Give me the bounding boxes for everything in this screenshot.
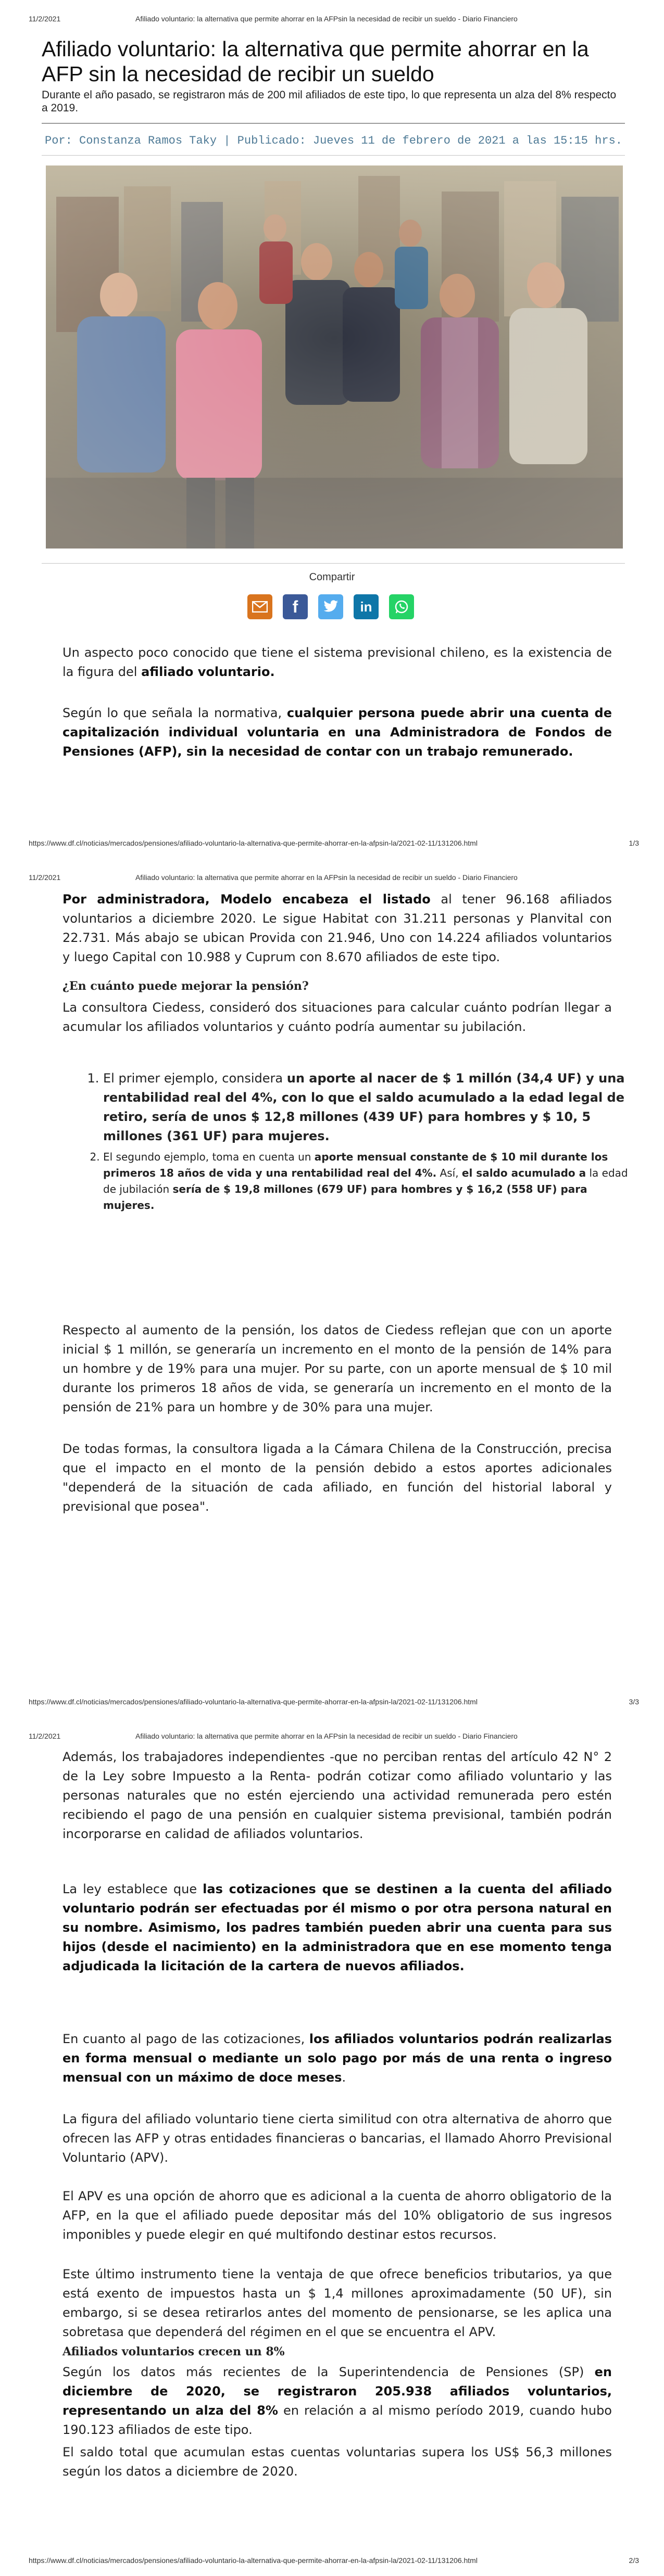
print-title: Afiliado voluntario: la alternativa que permite ahorrar en la AFPsin la necesidad de recibir un sueldo - Diario Financiero bbox=[135, 873, 518, 882]
page-number: 2/3 bbox=[629, 2556, 639, 2565]
print-date: 11/2/2021 bbox=[29, 1732, 61, 1740]
print-url: https://www.df.cl/noticias/mercados/pensiones/afiliado-voluntario-la-alternativa-que-permite-ahorrar-en-la-afpsin-la/2021-02-11/131206.html bbox=[29, 839, 478, 847]
print-url: https://www.df.cl/noticias/mercados/pensiones/afiliado-voluntario-la-alternativa-que-permite-ahorrar-en-la-afpsin-la/2021-02-11/131206.html bbox=[29, 1698, 478, 1706]
divider bbox=[42, 123, 625, 124]
print-url: https://www.df.cl/noticias/mercados/pensiones/afiliado-voluntario-la-alternativa-que-permite-ahorrar-en-la-afpsin-la/2021-02-11/131206.html bbox=[29, 2556, 478, 2565]
byline: Por: Constanza Ramos Taky | Publicado: Jueves 11 de febrero de 2021 a las 15:15 hrs. bbox=[45, 134, 622, 147]
paragraph: Según los datos más recientes de la Superintendencia de Pensiones (SP) en diciembre de 2020, se registraron 205.938 afiliados voluntarios, representando un alza del 8% en relación a al mismo período 2019, cuando hubo 190.123 afiliados de este tipo. bbox=[62, 2365, 612, 2437]
paragraph: Según lo que señala la normativa, cualquier persona puede abrir una cuenta de capitalización individual voluntaria en una Administradora de Fondos de Pensiones (AFP), sin la necesidad de contar con un trabajo remunerado. bbox=[62, 706, 612, 759]
email-icon[interactable] bbox=[247, 594, 272, 619]
article-photo bbox=[46, 165, 623, 549]
paragraph: La ley establece que las cotizaciones que se destinen a la cuenta del afiliado voluntario podrán ser efectuadas por él mismo o por otra persona natural en su nombre. Asimismo, los padres también pueden abrir una cuenta para sus hijos (desde el nacimiento) en la administradora que en ese momento tenga adjudicada la licitación de la cartera de nuevos afiliados. bbox=[62, 1882, 612, 1973]
crowd-photo-illustration bbox=[46, 165, 623, 549]
print-title: Afiliado voluntario: la alternativa que permite ahorrar en la AFPsin la necesidad de recibir un sueldo - Diario Financiero bbox=[135, 1732, 518, 1740]
paragraph: En cuanto al pago de las cotizaciones, los afiliados voluntarios podrán realizarlas en forma mensual o mediante un solo pago por más de una renta o ingreso mensual con un máximo de doce meses. bbox=[62, 2032, 612, 2085]
article-dek: Durante el año pasado, se registraron más de 200 mil afiliados de este tipo, lo que representa un alza del 8% respecto a 2019. bbox=[42, 89, 617, 114]
byline-published: Publicado: Jueves 11 de febrero de 2021 a las 15:15 hrs. bbox=[237, 134, 622, 147]
paragraph: Además, los trabajadores independientes -que no perciban rentas del artículo 42 N° 2 de la Ley sobre Impuesto a la Renta- podrán cotizar como afiliado voluntario y las personas naturales que no estén ejerciendo una actividad remunerada pero estén recibiendo el pago de una pensión en cualquier sistema previsional, también podrán incorporarse en calidad de afiliados voluntarios. bbox=[62, 1750, 612, 1841]
print-date: 11/2/2021 bbox=[29, 873, 61, 882]
subheading: Afiliados voluntarios crecen un 8% bbox=[62, 2345, 285, 2358]
linkedin-icon[interactable]: in bbox=[354, 594, 379, 619]
print-date: 11/2/2021 bbox=[29, 15, 61, 23]
subheading: ¿En cuánto puede mejorar la pensión? bbox=[62, 979, 309, 993]
byline-author[interactable]: Constanza Ramos Taky bbox=[79, 134, 217, 147]
examples-list bbox=[83, 1069, 629, 1217]
pdf-page-2 bbox=[0, 859, 664, 1717]
paragraph: Respecto al aumento de la pensión, los datos de Ciedess reflejan que con un aporte inicial $ 1 millón, se generaría un incremento en el monto de la pensión de 14% para un hombre y de 19% para una mujer. Por su parte, con un aporte mensual de $ 10 mil durante los primeros 18 años de vida, se generaría un incremento en el monto de la pensión de 21% para un hombre y de 30% para una mujer. bbox=[62, 1323, 612, 1414]
facebook-icon[interactable]: f bbox=[283, 594, 308, 619]
list-item: 2. El segundo ejemplo, toma en cuenta un aporte mensual constante de $ 10 mil durante los primeros 18 años de vida y una rentabilidad real del 4%. Así, el saldo acumulado a la edad de jubilación sería de $ 19,8 millones (679 UF) para hombres y $ 16,2 (558 UF) para mujeres. bbox=[103, 1149, 629, 1214]
pdf-page-1 bbox=[0, 0, 664, 859]
whatsapp-icon[interactable] bbox=[389, 594, 414, 619]
paragraph: El saldo total que acumulan estas cuentas voluntarias supera los US$ 56,3 millones según los datos a diciembre de 2020. bbox=[62, 2445, 612, 2479]
paragraph: La figura del afiliado voluntario tiene cierta similitud con otra alternativa de ahorro que ofrecen las AFP y otras entidades financieras o bancarias, el llamado Ahorro Previsional Voluntario (APV). bbox=[62, 2112, 612, 2165]
page-number: 3/3 bbox=[629, 1698, 639, 1706]
paragraph: Por administradora, Modelo encabeza el listado al tener 96.168 afiliados voluntarios a diciembre 2020. Le sigue Habitat con 31.211 personas y Planvital con 22.731. Más abajo se ubican Provida con 21.946, Uno con 14.224 afiliados voluntarios y luego Capital con 10.988 y Cuprum con 8.670 afiliados de este tipo. bbox=[62, 892, 612, 964]
print-title: Afiliado voluntario: la alternativa que permite ahorrar en la AFPsin la necesidad de recibir un sueldo - Diario Financiero bbox=[135, 15, 518, 23]
paragraph: El APV es una opción de ahorro que es adicional a la cuenta de ahorro obligatorio de la AFP, en la que el afiliado puede depositar más del 10% obligatorio de sus ingresos imponibles y puede elegir en qué multifondo destinar estos recursos. bbox=[62, 2189, 612, 2242]
divider bbox=[42, 563, 625, 564]
list-item: 1. El primer ejemplo, considera un aporte al nacer de $ 1 millón (34,4 UF) y una rentabilidad real del 4%, con lo que el saldo acumulado a la edad legal de retiro, sería de unos $ 12,8 millones (439 UF) para hombres y $ 10, 5 millones (361 UF) para mujeres. bbox=[103, 1069, 629, 1146]
page-number: 1/3 bbox=[629, 839, 639, 847]
paragraph: Un aspecto poco conocido que tiene el sistema previsional chileno, es la existencia de la figura del afiliado voluntario. bbox=[62, 645, 612, 679]
paragraph: Este último instrumento tiene la ventaja de que ofrece beneficios tributarios, ya que está exento de impuestos hasta un $ 1,4 millones aproximadamente (50 UF), sin embargo, si se desea retirarlos antes del momento de pensionarse, se les aplica una sobretasa que dependerá del régimen en el que se encuentra el APV. bbox=[62, 2267, 612, 2339]
twitter-icon[interactable] bbox=[318, 594, 343, 619]
divider bbox=[42, 155, 625, 156]
paragraph: La consultora Ciedess, consideró dos situaciones para calcular cuánto podrían llegar a acumular los afiliados voluntarios y cuánto podría aumentar su jubilación. bbox=[62, 1000, 612, 1034]
paragraph: De todas formas, la consultora ligada a la Cámara Chilena de la Construcción, precisa que el impacto en el monto de la pensión debido a estos aportes adicionales "dependerá de la situación de cada afiliado, en función del historial laboral y previsional que posea". bbox=[62, 1442, 612, 1514]
article-headline: Afiliado voluntario: la alternativa que permite ahorrar en la AFP sin la necesidad de recibir un sueldo bbox=[42, 37, 589, 86]
pdf-page-3 bbox=[0, 1717, 664, 2576]
share-label: Compartir bbox=[309, 571, 355, 583]
share-buttons bbox=[247, 594, 414, 619]
